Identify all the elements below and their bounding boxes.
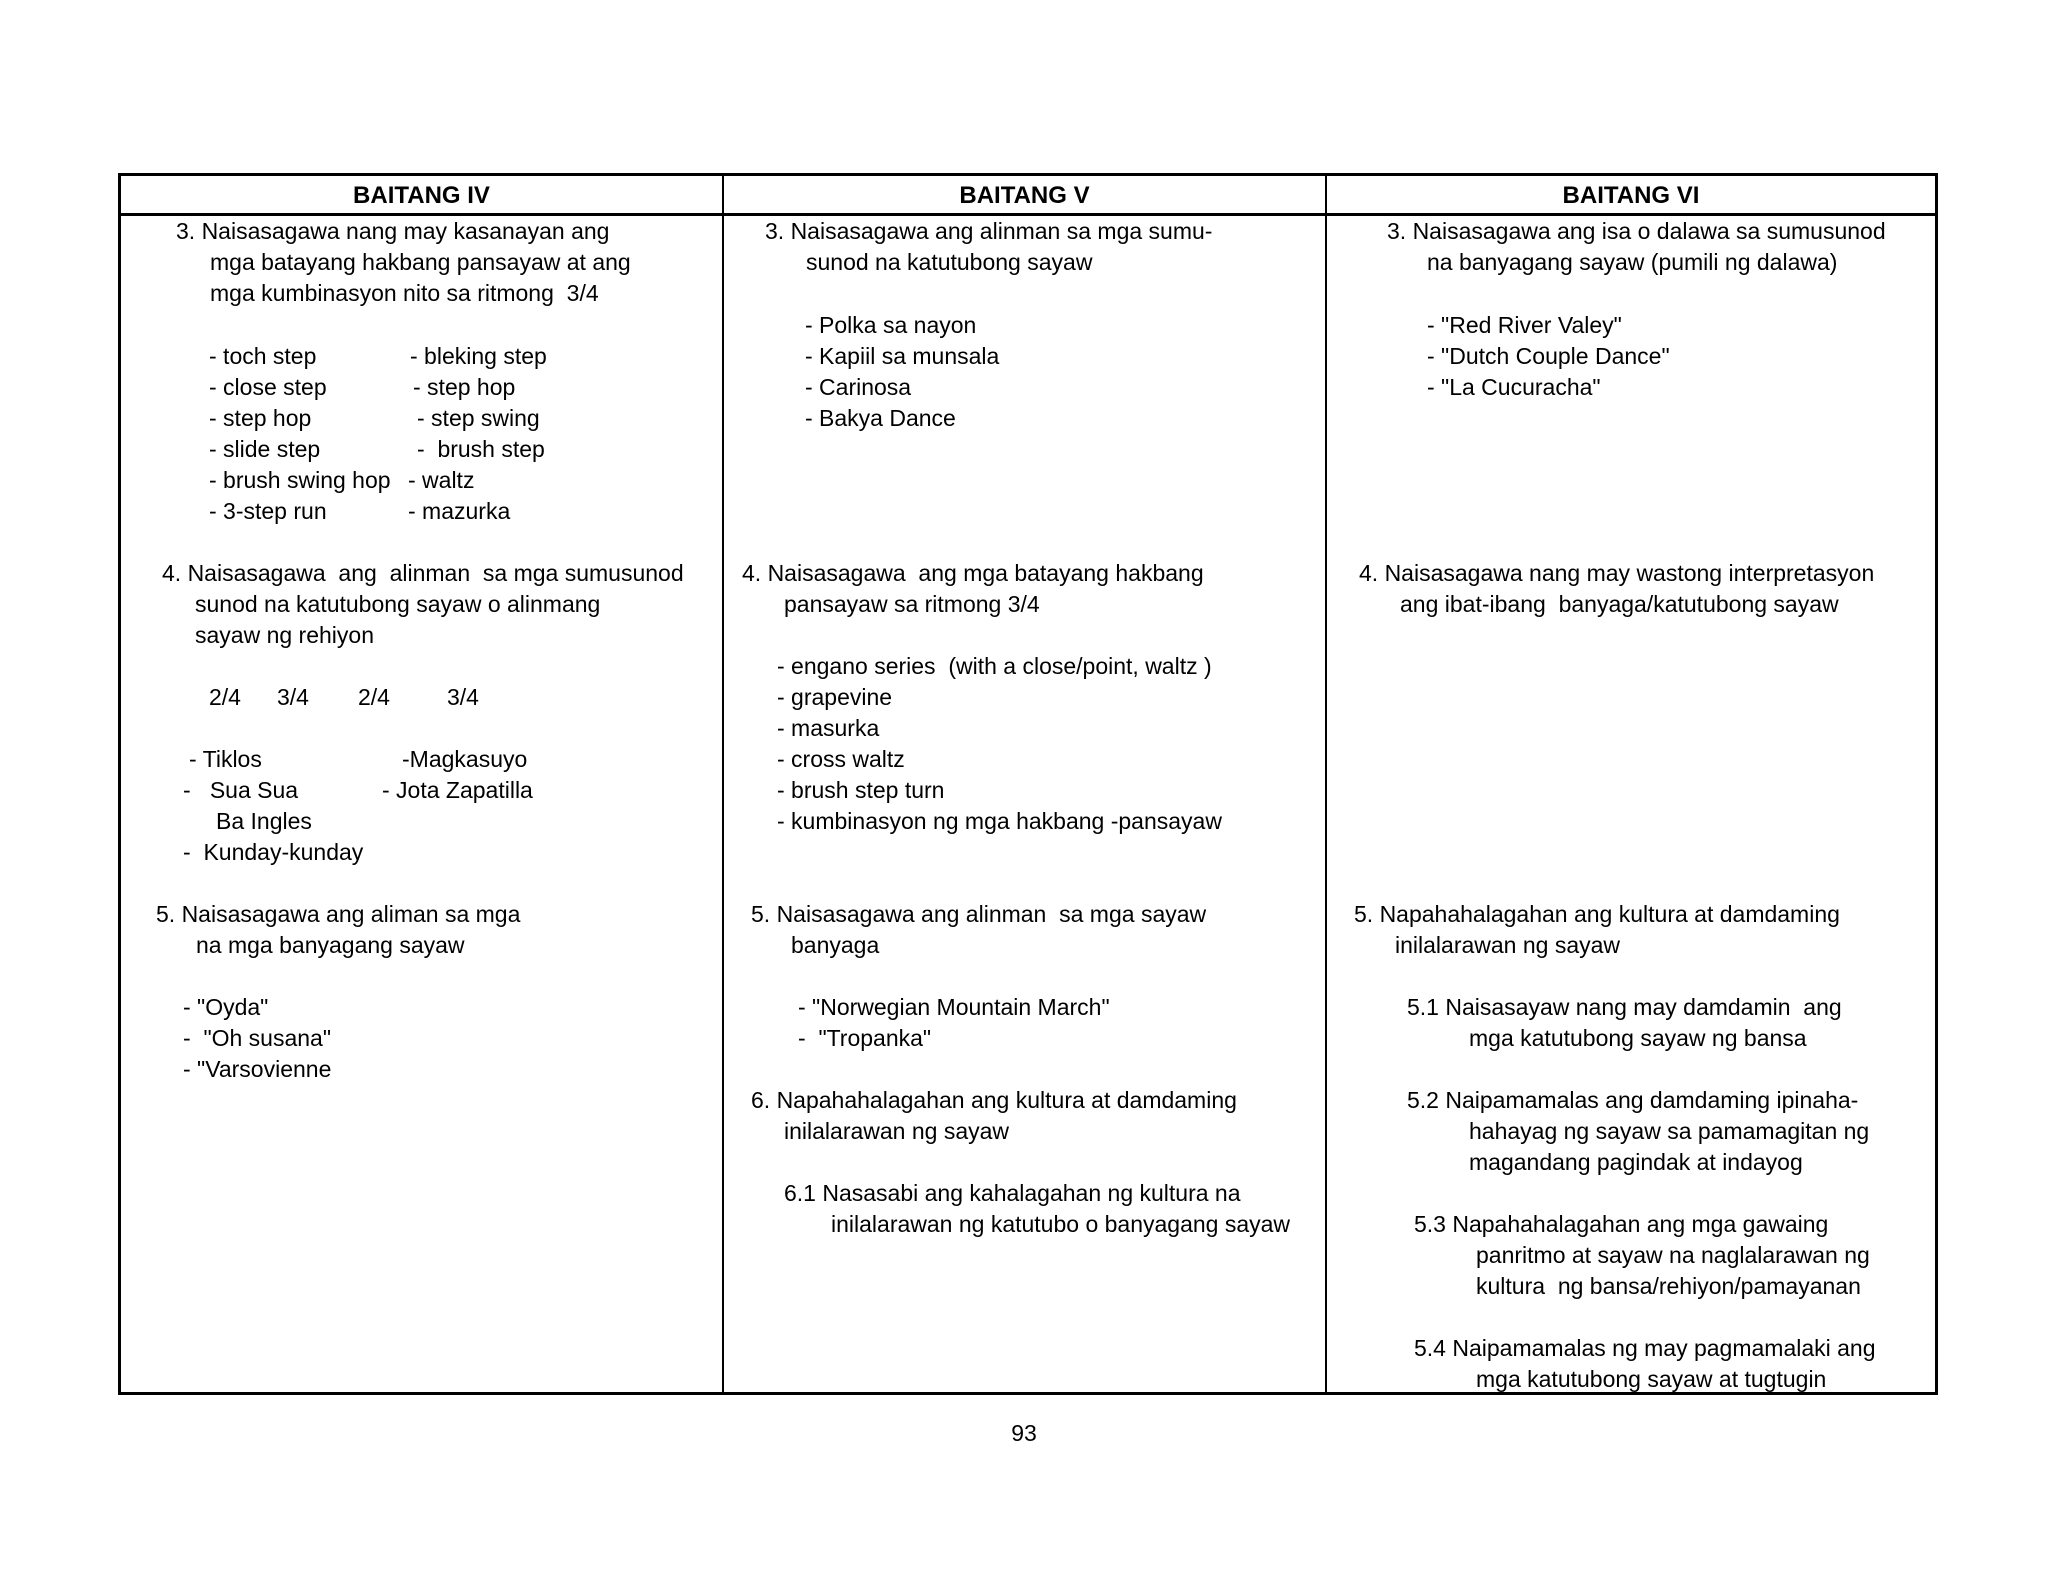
dance-item: - Tiklos (189, 746, 262, 772)
dance-item: - Polka sa nayon (805, 312, 977, 338)
dance-item: - Jota Zapatilla (382, 777, 533, 803)
dance-item: - Sua Sua (183, 777, 299, 803)
objective-5-3-line: kultura ng bansa/rehiyon/pamayanan (1476, 1273, 1861, 1299)
objective-5-1-line: 5.1 Naisasayaw nang may damdamin ang (1407, 994, 1842, 1020)
table-header-row (121, 176, 1935, 216)
step-item: - grapevine (777, 684, 893, 710)
objective-5-line: 5. Naisasagawa ang aliman sa mga (156, 901, 521, 927)
objective-3-line: 3. Naisasagawa nang may kasanayan ang (176, 218, 610, 244)
curriculum-table (118, 173, 1938, 1395)
page-number: 93 (1011, 1420, 1037, 1446)
objective-5-line: 5. Naisasagawa ang alinman sa mga sayaw (751, 901, 1207, 927)
objective-5-2-line: 5.2 Naipamamalas ang damdaming ipinaha- (1407, 1087, 1859, 1113)
objective-4-line: sayaw ng rehiyon (195, 622, 374, 648)
dance-item: - Kapiil sa munsala (805, 343, 1000, 369)
header-baitang-vi: BAITANG VI (1562, 182, 1700, 209)
step-item: - step swing (417, 405, 540, 431)
objective-3-line: na banyagang sayaw (pumili ng dalawa) (1427, 249, 1838, 275)
meter-label: 2/4 (209, 684, 241, 710)
foreign-dance-item: - "Norwegian Mountain March" (798, 994, 1110, 1020)
header-baitang-v: BAITANG V (959, 182, 1090, 209)
step-item: - engano series (with a close/point, waltz ) (777, 653, 1212, 679)
dance-item: - Bakya Dance (805, 405, 956, 431)
objective-6-line: 6. Napahahalagahan ang kultura at damdaming (751, 1087, 1237, 1113)
step-item: - brush step (417, 436, 545, 462)
step-item: - brush step turn (777, 777, 945, 803)
column-divider (722, 176, 724, 1392)
objective-5-line: 5. Napahahalagahan ang kultura at damdaming (1354, 901, 1840, 927)
meter-label: 2/4 (358, 684, 390, 710)
step-item: - toch step (209, 343, 317, 369)
step-item: - brush swing hop (209, 467, 391, 493)
objective-5-3-line: 5.3 Napahahalagahan ang mga gawaing (1414, 1211, 1829, 1237)
step-item: - waltz (408, 467, 475, 493)
objective-4-line: 4. Naisasagawa nang may wastong interpretasyon (1359, 560, 1875, 586)
step-item: - slide step (209, 436, 321, 462)
objective-3-line: 3. Naisasagawa ang isa o dalawa sa sumusunod (1387, 218, 1886, 244)
column-divider (1325, 176, 1327, 1392)
objective-4-line: 4. Naisasagawa ang alinman sa mga sumusunod (162, 560, 684, 586)
objective-3-line: 3. Naisasagawa ang alinman sa mga sumu- (765, 218, 1213, 244)
objective-3-line: mga batayang hakbang pansayaw at ang (210, 249, 631, 275)
dance-item: - "Red River Valey" (1427, 312, 1622, 338)
step-item: - masurka (777, 715, 880, 741)
header-baitang-iv: BAITANG IV (353, 182, 490, 209)
step-item: - cross waltz (777, 746, 905, 772)
objective-5-2-line: magandang pagindak at indayog (1469, 1149, 1803, 1175)
step-item: - kumbinasyon ng mga hakbang -pansayaw (777, 808, 1222, 834)
objective-6-1-line: 6.1 Nasasabi ang kahalagahan ng kultura na (784, 1180, 1241, 1206)
objective-4-line: sunod na katutubong sayaw o alinmang (195, 591, 601, 617)
objective-5-3-line: panritmo at sayaw na naglalarawan ng (1476, 1242, 1870, 1268)
step-item: - 3-step run (209, 498, 327, 524)
foreign-dance-item: - "Tropanka" (798, 1025, 932, 1051)
step-item: - step hop (413, 374, 516, 400)
objective-3-line: sunod na katutubong sayaw (806, 249, 1093, 275)
dance-item: - "Dutch Couple Dance" (1427, 343, 1670, 369)
foreign-dance-item: - "Varsovienne (183, 1056, 332, 1082)
dance-item: - Carinosa (805, 374, 912, 400)
step-item: - bleking step (410, 343, 547, 369)
dance-item: -Magkasuyo (402, 746, 528, 772)
objective-4-line: pansayaw sa ritmong 3/4 (784, 591, 1040, 617)
objective-5-line: inilalarawan ng sayaw (1395, 932, 1621, 958)
foreign-dance-item: - "Oh susana" (183, 1025, 332, 1051)
objective-5-1-line: mga katutubong sayaw ng bansa (1469, 1025, 1807, 1051)
objective-6-1-line: inilalarawan ng katutubo o banyagang sayaw (831, 1211, 1291, 1237)
step-item: - step hop (209, 405, 312, 431)
meter-label: 3/4 (447, 684, 479, 710)
step-item: - mazurka (408, 498, 511, 524)
dance-item: Ba Ingles (216, 808, 312, 834)
objective-5-4-line: 5.4 Naipamamalas ng may pagmamalaki ang (1414, 1335, 1876, 1361)
objective-4-line: 4. Naisasagawa ang mga batayang hakbang (742, 560, 1204, 586)
objective-4-line: ang ibat-ibang banyaga/katutubong sayaw (1400, 591, 1839, 617)
step-item: - close step (209, 374, 327, 400)
foreign-dance-item: - "Oyda" (183, 994, 269, 1020)
objective-5-line: na mga banyagang sayaw (196, 932, 465, 958)
objective-3-line: mga kumbinasyon nito sa ritmong 3/4 (210, 280, 599, 306)
objective-5-line: banyaga (791, 932, 880, 958)
objective-6-line: inilalarawan ng sayaw (784, 1118, 1010, 1144)
objective-5-2-line: hahayag ng sayaw sa pamamagitan ng (1469, 1118, 1870, 1144)
meter-label: 3/4 (277, 684, 309, 710)
objective-5-4-line: mga katutubong sayaw at tugtugin (1476, 1366, 1827, 1392)
dance-item: - "La Cucuracha" (1427, 374, 1601, 400)
dance-item: - Kunday-kunday (183, 839, 364, 865)
